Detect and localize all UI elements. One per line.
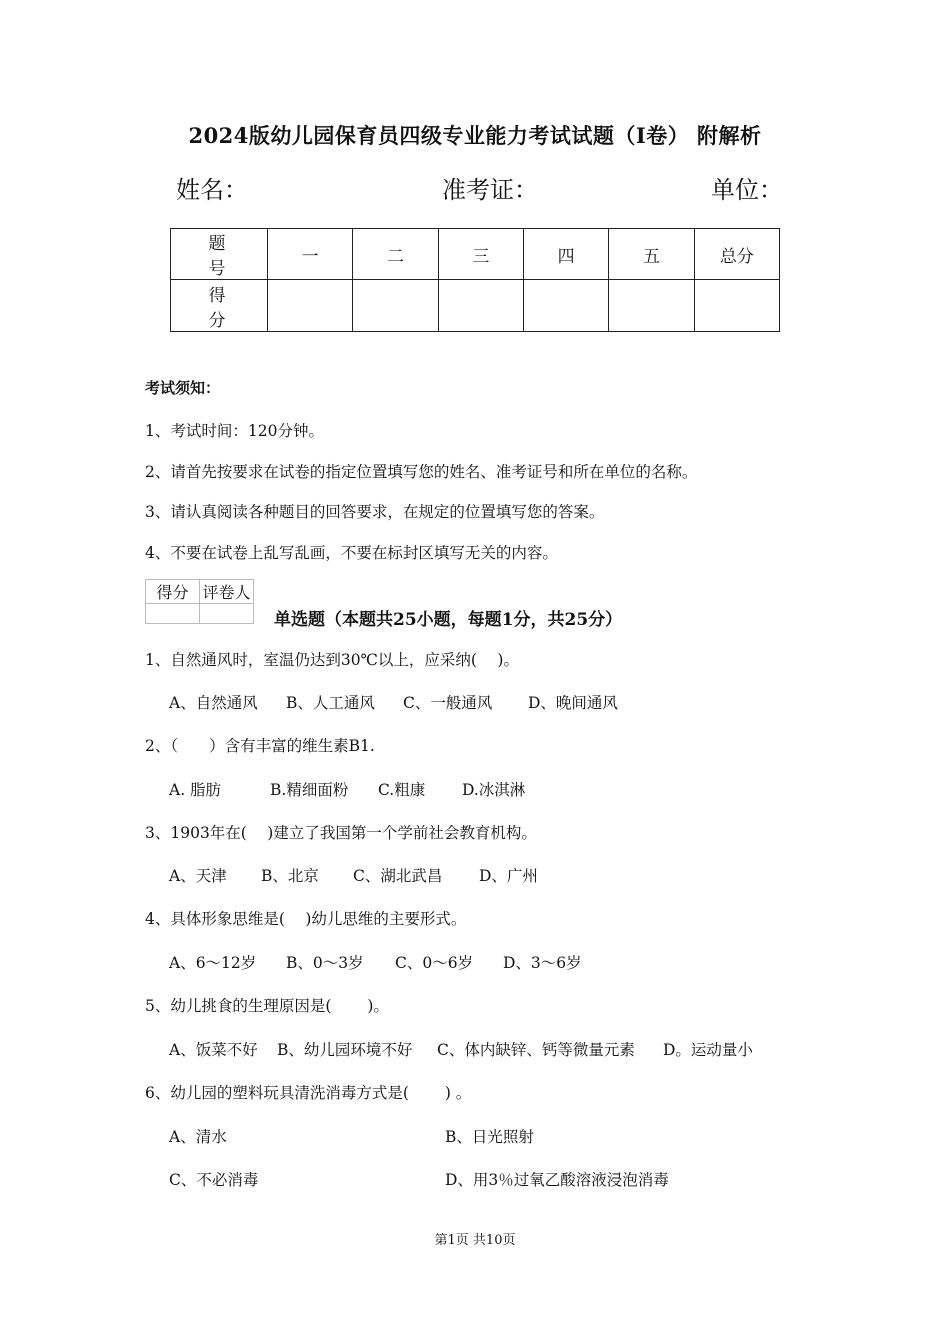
question-3-option-a[interactable]: A、天津: [169, 867, 227, 885]
score-cell-1[interactable]: [268, 280, 353, 332]
question-1-option-d[interactable]: D、晚间通风: [528, 694, 618, 712]
question-3-option-b[interactable]: B、北京: [261, 867, 319, 885]
question-3-option-d[interactable]: D、广州: [479, 867, 538, 885]
question-4-option-d[interactable]: D、3～6岁: [503, 954, 582, 972]
notice-item-2: 2、请首先按要求在试卷的指定位置填写您的姓名、准考证号和所在单位的名称。: [145, 463, 698, 481]
score-cell-5[interactable]: [609, 280, 694, 332]
question-5-option-d[interactable]: D。运动量小: [663, 1041, 753, 1059]
question-4-option-a[interactable]: A、6～12岁: [169, 954, 257, 972]
question-5-option-c[interactable]: C、体内缺锌、钙等微量元素: [437, 1041, 635, 1059]
question-6-stem: 6、幼儿园的塑料玩具清洗消毒方式是( ) 。: [145, 1084, 472, 1102]
header-section-3: 三: [438, 229, 523, 280]
score-cell-4[interactable]: [523, 280, 608, 332]
unit-field-label: 单位：: [711, 176, 783, 204]
notice-item-4: 4、不要在试卷上乱写乱画，不要在标封区填写无关的内容。: [145, 544, 558, 562]
question-4-option-b[interactable]: B、0～3岁: [286, 954, 364, 972]
question-6-option-a[interactable]: A、清水: [169, 1128, 227, 1146]
notice-item-3: 3、请认真阅读各种题目的回答要求，在规定的位置填写您的答案。: [145, 503, 605, 521]
question-2-option-c[interactable]: C.粗康: [378, 781, 426, 799]
grader-name-label: 评卷人: [200, 580, 254, 604]
question-1-option-b[interactable]: B、人工通风: [286, 694, 375, 712]
header-section-5: 五: [609, 229, 694, 280]
header-total: 总分: [694, 229, 779, 280]
grader-score-label: 得分: [146, 580, 200, 604]
section-title: 单选题（本题共25小题，每题1分，共25分）: [274, 610, 623, 630]
question-4-option-c[interactable]: C、0～6岁: [395, 954, 474, 972]
question-4-stem: 4、具体形象思维是( )幼儿思维的主要形式。: [145, 910, 467, 928]
grader-box: [145, 579, 254, 624]
question-6-option-b[interactable]: B、日光照射: [445, 1128, 534, 1146]
score-table-header-row: [171, 229, 780, 280]
header-section-4: 四: [523, 229, 608, 280]
notice-item-1: 1、考试时间：120分钟。: [145, 422, 324, 440]
question-2-option-a[interactable]: A. 脂肪: [169, 781, 222, 799]
name-field-label: 姓名：: [176, 176, 248, 204]
score-cell-2[interactable]: [353, 280, 438, 332]
question-3-option-c[interactable]: C、湖北武昌: [353, 867, 443, 885]
score-cell-total[interactable]: [694, 280, 779, 332]
score-table: [170, 228, 780, 332]
question-2-option-b[interactable]: B.精细面粉: [270, 781, 349, 799]
header-section-2: 二: [353, 229, 438, 280]
question-1-stem: 1、自然通风时，室温仍达到30℃以上，应采纳( )。: [145, 651, 519, 669]
question-1-option-a[interactable]: A、自然通风: [169, 694, 258, 712]
question-1-option-c[interactable]: C、一般通风: [403, 694, 493, 712]
score-table-score-row: [171, 280, 780, 332]
grader-score-cell[interactable]: [146, 604, 200, 624]
question-6-option-d[interactable]: D、用3％过氧乙酸溶液浸泡消毒: [445, 1171, 669, 1189]
notice-heading: 考试须知：: [145, 379, 221, 397]
question-5-option-b[interactable]: B、幼儿园环境不好: [277, 1041, 413, 1059]
question-5-stem: 5、幼儿挑食的生理原因是( )。: [145, 997, 389, 1015]
page-footer: 第1页 共10页: [434, 1233, 516, 1248]
question-5-option-a[interactable]: A、饭菜不好: [169, 1041, 258, 1059]
grader-name-cell[interactable]: [200, 604, 254, 624]
question-6-option-c[interactable]: C、不必消毒: [169, 1171, 259, 1189]
question-3-stem: 3、1903年在( )建立了我国第一个学前社会教育机构。: [145, 824, 537, 842]
page-title: 2024版幼儿园保育员四级专业能力考试试题（I卷） 附解析: [188, 123, 762, 148]
header-question-number: 题 号: [171, 229, 268, 280]
question-2-stem: 2、（ ）含有丰富的维生素B1.: [145, 737, 375, 755]
row-label-score: 得 分: [171, 280, 268, 332]
score-cell-3[interactable]: [438, 280, 523, 332]
question-2-option-d[interactable]: D.冰淇淋: [462, 781, 526, 799]
header-section-1: 一: [268, 229, 353, 280]
exam-number-field-label: 准考证：: [442, 176, 538, 204]
